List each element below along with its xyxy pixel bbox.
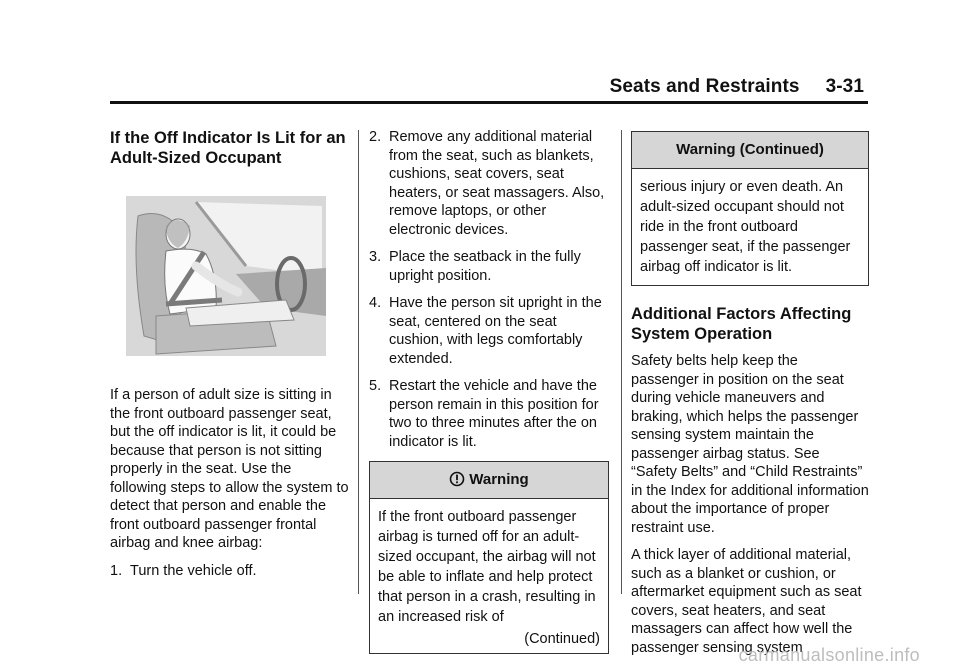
page-number: 3-31 (825, 76, 864, 97)
list-item (369, 294, 609, 368)
step-number: 4. (369, 295, 382, 311)
list-item (369, 377, 609, 451)
warning-header (370, 462, 608, 499)
warning-text: serious injury or even death. An adult-sized occupant should not ride in the front outboard passenger seat, if the passenger airbag off indicator is lit. (640, 179, 851, 275)
paragraph: Safety belts help keep the passenger in position on the seat during vehicle maneuvers and braking, which helps the passenger sensing system maintain the passenger airbag status. See “Safety Belts” and “Child Restraints” in the Index for additional information about the importance of proper restraint use. (631, 353, 869, 536)
steps-list (369, 128, 609, 451)
section-heading: If the Off Indicator Is Lit for an Adult-Sized Occupant (110, 129, 346, 167)
step-number: 5. (369, 378, 382, 394)
step-number: 2. (369, 129, 382, 145)
step-number: 1. (110, 562, 123, 579)
column-2 (369, 128, 609, 654)
list-item (369, 248, 609, 285)
column-divider (358, 130, 359, 594)
adult-passenger-illustration (126, 196, 326, 356)
warning-header: Warning (Continued) (632, 132, 868, 169)
page-header (610, 76, 864, 98)
warning-continued-box (631, 131, 869, 286)
step-text: Restart the vehicle and have the person remain in this position for two to three minutes after the on indicator is lit. (389, 378, 599, 450)
column-3 (631, 128, 869, 666)
column-1 (110, 128, 350, 589)
continued-label: (Continued) (524, 631, 600, 647)
list-item (369, 128, 609, 239)
warning-title: Warning (469, 471, 529, 488)
steps-list (110, 562, 350, 581)
warning-text: If the front outboard passenger airbag is turned off for an adult-sized occupant, the airbag will not be able to inflate and help protect that person in a crash, resulting in an increased risk of (378, 509, 596, 625)
paragraph: A thick layer of additional material, such as a blanket or cushion, or aftermarket equipment such as seat covers, seat heaters, and seat massagers can affect how well the passenger sensing system (631, 547, 862, 656)
section-title: Seats and Restraints (609, 76, 800, 97)
step-text: Remove any additional material from the seat, such as blankets, cushions, seat covers, seat heaters, or seat massagers. Also, remove laptops, or other electronic devices. (389, 129, 605, 238)
step-text: Place the seatback in the fully upright position. (389, 249, 581, 284)
step-text: Have the person sit upright in the seat, centered on the seat cushion, with legs comfortably extended. (389, 295, 602, 367)
section-heading: Additional Factors Affecting System Operation (631, 305, 852, 343)
warning-icon (449, 471, 465, 487)
header-rule (110, 101, 868, 104)
warning-box (369, 461, 609, 654)
step-number: 3. (369, 249, 382, 265)
intro-paragraph: If a person of adult size is sitting in the front outboard passenger seat, but the off indicator is lit, it could be because that person is not sitting properly in the seat. Use the following steps to allow the system to detect that person and enable the front outboard passenger frontal airbag and knee airbag: (110, 387, 349, 551)
column-divider (621, 130, 622, 594)
list-item (110, 562, 350, 581)
step-text: Turn the vehicle off. (130, 562, 257, 579)
watermark: carmanualsonline.info (738, 645, 920, 665)
